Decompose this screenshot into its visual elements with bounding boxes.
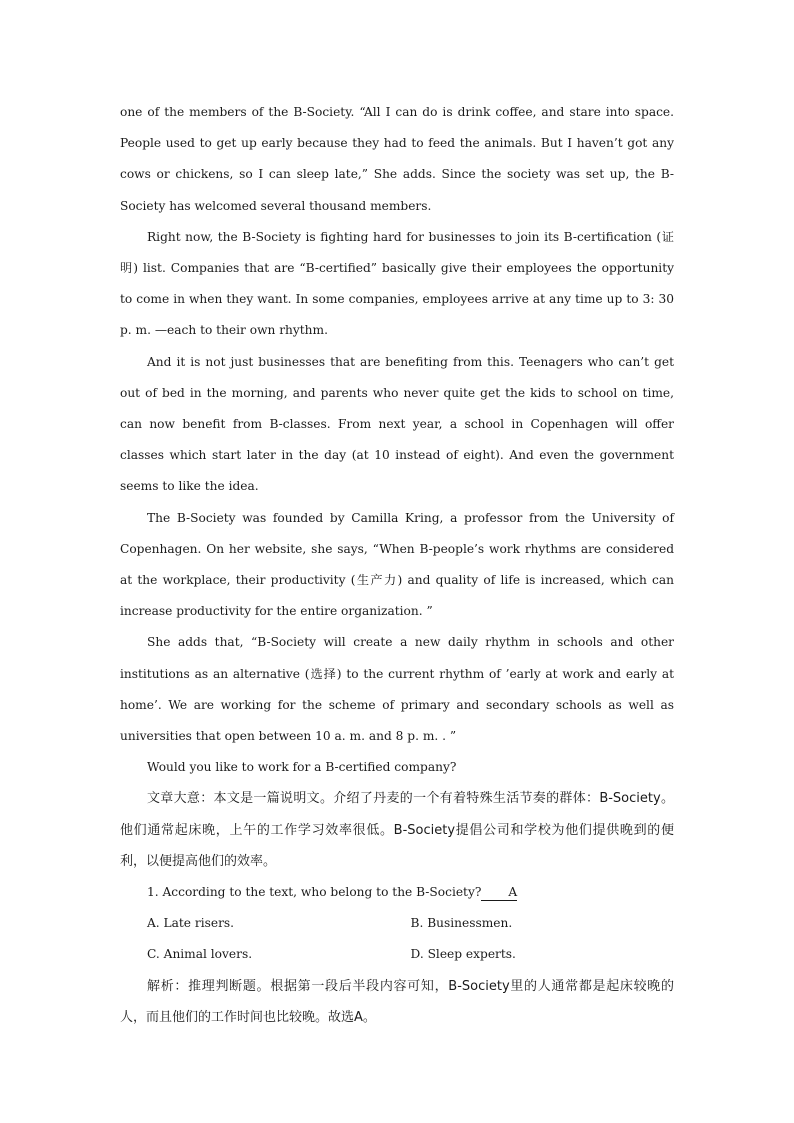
options-row-1 [120, 908, 674, 939]
paragraph-continuation: one of the members of the B-Society. “All I can do is drink coffee, and stare into space. People used to get up early because they had to feed the animals. But I haven’t got any cows or chickens, so I can sleep late,” She adds. Since the society was set up, the B-Society has welcomed several thousand members. [120, 105, 674, 213]
paragraph-right-now: Right now, the B-Society is fighting hard for businesses to join its B-certification (证明) list. Companies that are “B-certified” basically give their employees the opportunity to come in when they want. In some companies, employees arrive at any time up to 3: 30 p. m. —each to their own rhythm. [120, 229, 674, 338]
question-answer: A [481, 884, 517, 901]
option-c: C. Animal lovers. [147, 947, 253, 962]
question-text: 1. According to the text, who belong to the B-Society? [147, 885, 482, 900]
option-a: A. Late risers. [147, 916, 235, 931]
paragraph-benefits: And it is not just businesses that are benefiting from this. Teenagers who can’t get out of bed in the morning, and parents who never quite get the kids to school on time, can now benefit from B-classes. From next year, a school in Copenhagen will offer classes which start later in the day (at 10 instead of eight). And even the government seems to like the idea. [120, 354, 674, 494]
answer-analysis: 解析：推理判断题。根据第一段后半段内容可知，B-Society里的人通常都是起床较晚的人，而且他们的工作时间也比较晚。故选A。 [120, 978, 674, 1025]
document-page [120, 97, 674, 1033]
option-d: D. Sleep experts. [410, 947, 516, 962]
paragraph-founder: The B-Society was founded by Camilla Kring, a professor from the University of Copenhagen. On her website, she says, “When B-people’s work rhythms are considered at the workplace, their productivity (生产力) and quality of life is increased, which can increase productivity for the entire organization. ” [120, 510, 674, 619]
option-b: B. Businessmen. [410, 916, 513, 931]
paragraph-closing-question: Would you like to work for a B-certified company? [147, 760, 457, 775]
options-row-2 [120, 939, 674, 970]
paragraph-new-rhythm: She adds that, “B-Society will create a new daily rhythm in schools and other institutions as an alternative (选择) to the current rhythm of ’early at work and early at home’. We are working for the scheme of primary and secondary schools as well as universities that open between 10 a. m. and 8 p. m. . ” [120, 635, 674, 744]
article-summary: 文章大意：本文是一篇说明文。介绍了丹麦的一个有着特殊生活节奏的群体：B-Society。他们通常起床晚，上午的工作学习效率很低。B-Society提倡公司和学校为他们提供晚到的便利，以便提高他们的效率。 [120, 791, 674, 869]
question-1 [120, 877, 674, 908]
